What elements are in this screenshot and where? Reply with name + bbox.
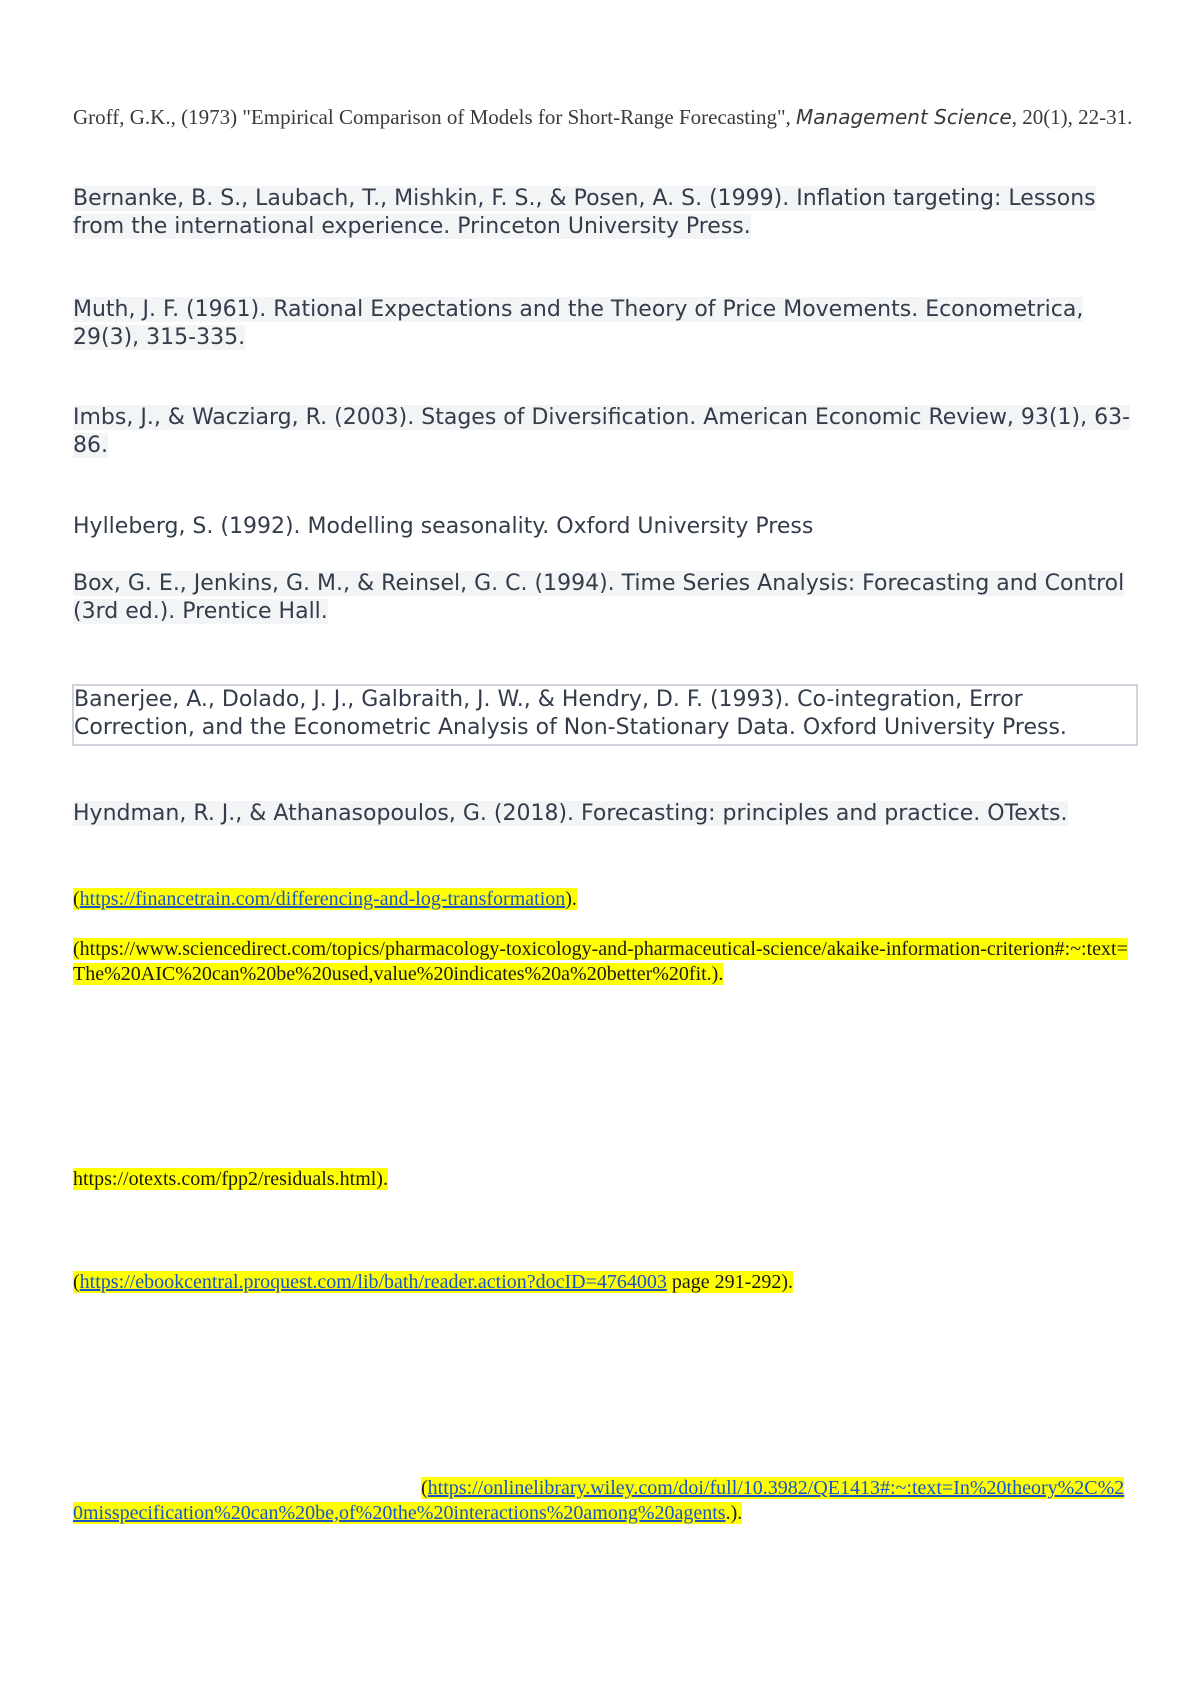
reference-hylleberg-text: Hylleberg, S. (1992). Modelling seasonality. Oxford University Press [73, 514, 814, 539]
reference-bernanke-text: Bernanke, B. S., Laubach, T., Mishkin, F. S., & Posen, A. S. (1999). Inflation targeting: Lessons from the international experience. Princeton University Press. [73, 186, 1096, 239]
reference-bernanke [73, 185, 1133, 241]
reference-box [73, 570, 1133, 626]
link-otexts [73, 1167, 1133, 1192]
reference-hyndman-text: Hyndman, R. J., & Athanasopoulos, G. (2018). Forecasting: principles and practice. OTexts. [73, 801, 1068, 826]
reference-banerjee-text: Banerjee, A., Dolado, J. J., Galbraith, J. W., & Hendry, D. F. (1993). Co-integration, Error Correction, and the Econometric Analysis of Non-Stationary Data. Oxford University Press. [74, 687, 1067, 740]
link-wiley-close: .). [725, 1502, 743, 1524]
reference-groff-journal: Management Science [796, 105, 1012, 129]
link-financetrain [73, 887, 1133, 912]
link-financetrain-close: ). [565, 888, 577, 910]
reference-hylleberg [73, 513, 1133, 541]
otexts-url-text: https://otexts.com/fpp2/residuals.html). [73, 1168, 388, 1190]
link-proquest-open: ( [73, 1271, 80, 1293]
reference-muth [73, 296, 1133, 352]
reference-groff [73, 104, 1133, 131]
wiley-link[interactable]: https://onlinelibrary.wiley.com/doi/full/10.3982/QE1413#:~:text=In%20theory%2C%20misspecification%20can%20be,of%20the%20interactions%20among%20agents [73, 1477, 1125, 1524]
reference-banerjee [72, 684, 1138, 746]
link-wiley-open: ( [421, 1477, 428, 1499]
reference-groff-tail: , 20(1), 22-31. [1011, 105, 1133, 129]
reference-muth-text: Muth, J. F. (1961). Rational Expectations and the Theory of Price Movements. Econometrica, 29(3), 315-335. [73, 297, 1084, 350]
reference-imbs-text: Imbs, J., & Wacziarg, R. (2003). Stages of Diversification. American Economic Review, 93(1), 63-86. [73, 405, 1130, 458]
reference-box-text: Box, G. E., Jenkins, G. M., & Reinsel, G. C. (1994). Time Series Analysis: Forecasting and Control (3rd ed.). Prentice Hall. [73, 571, 1125, 624]
link-proquest [73, 1270, 1133, 1295]
sciencedirect-url-text: (https://www.sciencedirect.com/topics/pharmacology-toxicology-and-pharmaceutical-science/akaike-information-criterion#:~:text=The%20AIC%20can%20be%20used,value%20indicates%20a%20better%20fit.). [73, 938, 1128, 985]
link-proquest-tail: page 291-292). [666, 1271, 793, 1293]
link-sciencedirect [73, 937, 1133, 987]
link-wiley [73, 1476, 1133, 1526]
reference-hyndman [73, 800, 1133, 828]
reference-groff-text: Groff, G.K., (1973) "Empirical Comparison of Models for Short-Range Forecasting", [73, 105, 797, 129]
reference-imbs [73, 404, 1133, 460]
link-financetrain-open: ( [73, 888, 80, 910]
financetrain-link[interactable]: https://financetrain.com/differencing-and-log-transformation [79, 888, 566, 910]
proquest-link[interactable]: https://ebookcentral.proquest.com/lib/bath/reader.action?docID=4764003 [79, 1271, 667, 1293]
